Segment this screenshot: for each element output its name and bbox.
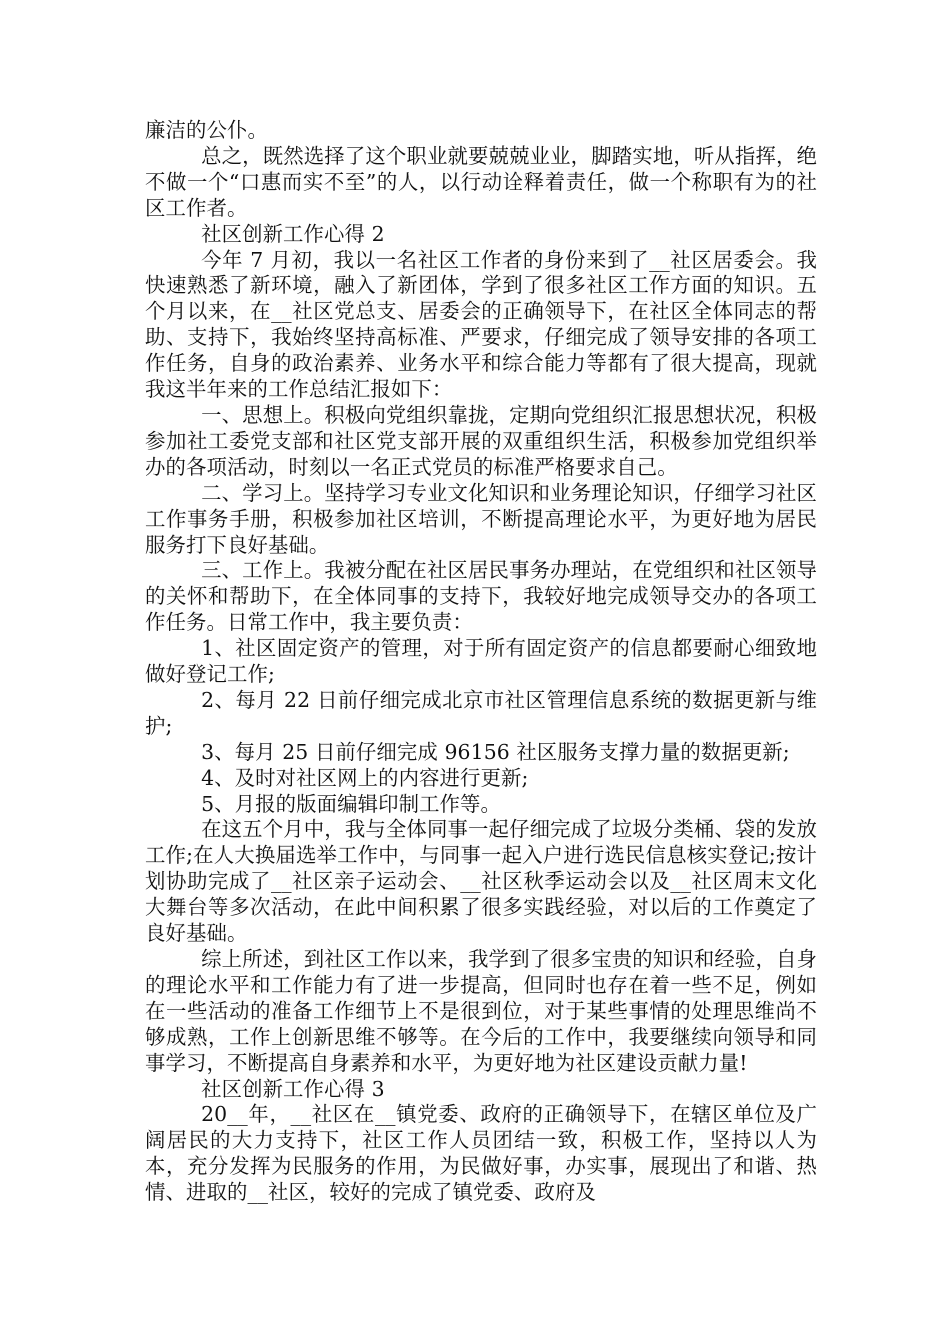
section-heading-3: 社区创新工作心得 3 (201, 1076, 385, 1101)
list-item-2: 2、每月 22 日前仔细完成北京市社区管理信息系统的数据更新与维护; (145, 687, 817, 738)
paragraph-1: 廉洁的公仆。 (145, 118, 268, 142)
paragraph-16: 20__年，__社区在__镇党委、政府的正确领导下，在辖区单位及广阔居民的大力支持下，社区工作人员团结一致，积极工作，坚持以人为本，充分发挥为民服务的作用，为民做好事，办实事，展现出了和谐、热情、进取的__社区，较好的完成了镇党委、政府及 (145, 1102, 817, 1205)
list-item-4: 4、及时对社区网上的内容进行更新; (201, 765, 529, 790)
section-heading-2: 社区创新工作心得 2 (201, 221, 385, 246)
paragraph-2: 总之，既然选择了这个职业就要兢兢业业，脚踏实地，听从指挥，绝不做一个“口惠而实不至”的人，以行动诠释着责任，做一个称职有为的社区工作者。 (145, 143, 817, 220)
paragraph-5: 一、思想上。积极向党组织靠拢，定期向党组织汇报思想状况，积极参加社工委党支部和社区党支部开展的双重组织生活，积极参加党组织举办的各项活动，时刻以一名正式党员的标准严格要求自己。 (145, 402, 817, 479)
paragraph-7: 三、工作上。我被分配在社区居民事务办理站，在党组织和社区领导的关怀和帮助下，在全体同事的支持下，我较好地完成领导交办的各项工作任务。日常工作中，我主要负责： (145, 558, 817, 635)
document-page (145, 118, 817, 1206)
list-item-5: 5、月报的版面编辑印制工作等。 (201, 791, 502, 816)
list-item-1: 1、社区固定资产的管理，对于所有固定资产的信息都要耐心细致地做好登记工作; (145, 636, 817, 687)
paragraph-6: 二、学习上。坚持学习专业文化知识和业务理论知识，仔细学习社区工作事务手册，积极参加社区培训，不断提高理论水平，为更好地为居民服务打下良好基础。 (145, 480, 817, 557)
list-item-3: 3、每月 25 日前仔细完成 96156 社区服务支撑力量的数据更新; (201, 739, 790, 764)
paragraph-13: 在这五个月中，我与全体同事一起仔细完成了垃圾分类桶、袋的发放工作;在人大换届选举工作中，与同事一起入户进行选民信息核实登记;按计划协助完成了__社区亲子运动会、__社区秋季运动会以及__社区周末文化大舞台等多次活动，在此中间积累了很多实践经验，对以后的工作奠定了良好基础。 (145, 817, 817, 946)
paragraph-4: 今年 7 月初，我以一名社区工作者的身份来到了__社区居委会。我快速熟悉了新环境，融入了新团体，学到了很多社区工作方面的知识。五个月以来，在__社区党总支、居委会的正确领导下，在社区全体同志的帮助、支持下，我始终坚持高标准、严要求，仔细完成了领导安排的各项工作任务，自身的政治素养、业务水平和综合能力等都有了很大提高，现就我这半年来的工作总结汇报如下： (145, 247, 817, 402)
paragraph-14: 综上所述，到社区工作以来，我学到了很多宝贵的知识和经验，自身的理论水平和工作能力有了进一步提高，但同时也存在着一些不足，例如在一些活动的准备工作细节上不是很到位，对于某些事情的处理思维尚不够成熟，工作上创新思维不够等。在今后的工作中，我要继续向领导和同事学习，不断提高自身素养和水平，为更好地为社区建设贡献力量! (145, 947, 817, 1075)
